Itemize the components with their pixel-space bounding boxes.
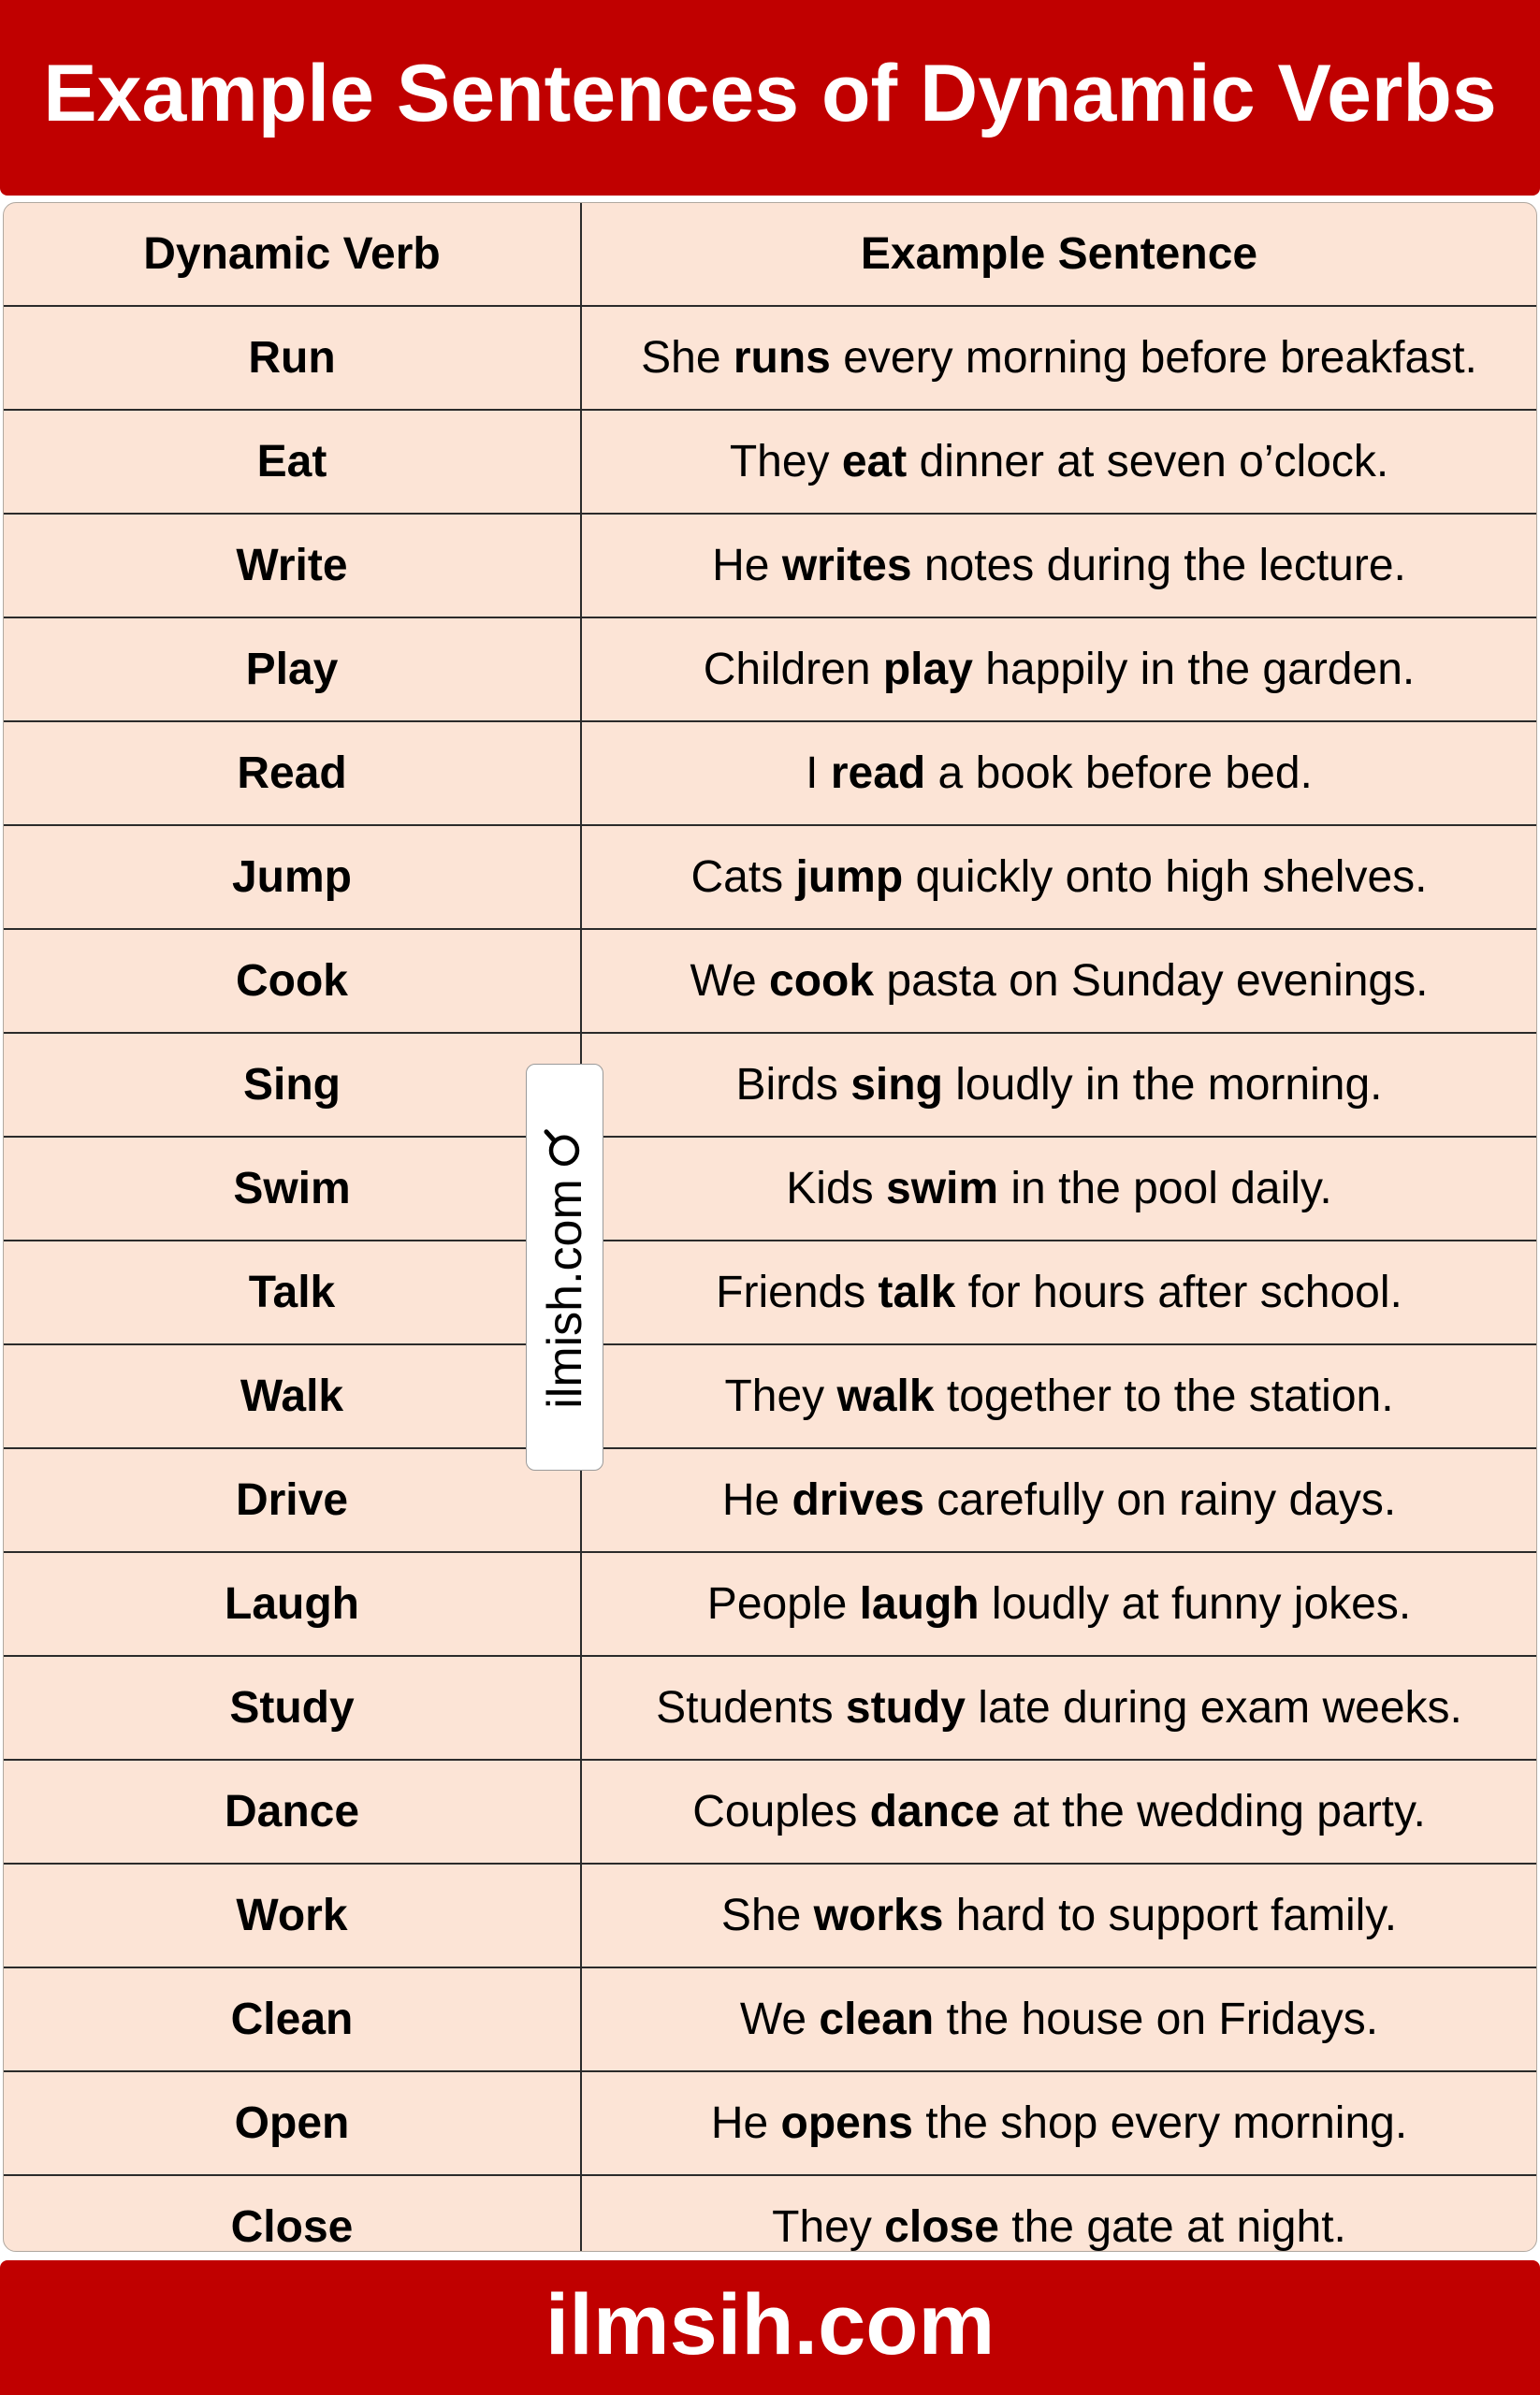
sentence-text-before: Students — [656, 1683, 846, 1733]
magnifier-icon — [544, 1126, 587, 1169]
sentence-verb-bold: laugh — [859, 1579, 980, 1629]
sentence-verb-bold: play — [882, 645, 973, 694]
verb-cell: Cook — [4, 929, 581, 1033]
sentence-cell — [581, 410, 1536, 514]
table-row — [4, 410, 1536, 514]
sentence-text-before: Kids — [786, 1164, 886, 1213]
table-row — [4, 1552, 1536, 1656]
sentence-text-after: notes during the lecture. — [911, 541, 1406, 590]
verb-cell: Walk — [4, 1344, 581, 1448]
sentence-cell — [581, 1864, 1536, 1967]
table-row — [4, 2071, 1536, 2175]
table-row — [4, 514, 1536, 617]
verb-cell: Play — [4, 617, 581, 721]
sentence-cell — [581, 1241, 1536, 1344]
sentence-text-before: They — [729, 437, 842, 486]
sentence-text-before: People — [706, 1579, 860, 1629]
sentence-verb-bold: jump — [795, 852, 904, 902]
sentence-verb-bold: clean — [819, 1995, 935, 2044]
sentence-verb-bold: close — [884, 2202, 999, 2252]
sentence-verb-bold: drives — [792, 1475, 924, 1525]
sentence-text-after: together to the station. — [934, 1372, 1394, 1421]
page-footer — [0, 2260, 1540, 2395]
sentence-text-after: quickly onto high shelves. — [903, 852, 1428, 902]
sentence-text-after: the gate at night. — [998, 2202, 1346, 2252]
verb-cell: Run — [4, 306, 581, 410]
table-row — [4, 1448, 1536, 1552]
sentence-cell — [581, 1656, 1536, 1760]
sentence-verb-bold: talk — [878, 1268, 956, 1317]
sentence-text-before: She — [641, 333, 734, 383]
sentence-verb-bold: works — [813, 1891, 944, 1940]
verb-cell: Jump — [4, 825, 581, 929]
table-row — [4, 721, 1536, 825]
sentence-text-before: Couples — [692, 1787, 870, 1836]
sentence-cell — [581, 2175, 1536, 2252]
page-header — [0, 0, 1540, 196]
verbs-table-container — [3, 202, 1537, 2252]
sentence-cell — [581, 825, 1536, 929]
table-row — [4, 1864, 1536, 1967]
verbs-table — [4, 203, 1536, 2252]
sentence-cell — [581, 1967, 1536, 2071]
sentence-verb-bold: swim — [886, 1164, 999, 1213]
sentence-text-after: a book before bed. — [925, 748, 1313, 798]
sentence-verb-bold: runs — [733, 333, 831, 383]
footer-site-name: ilmsih.com — [545, 2276, 995, 2373]
column-header-sentence: Example Sentence — [581, 203, 1536, 306]
sentence-text-before: They — [772, 2202, 885, 2252]
sentence-cell — [581, 306, 1536, 410]
table-row — [4, 1137, 1536, 1241]
sentence-text-after: pasta on Sunday evenings. — [874, 956, 1429, 1006]
table-row — [4, 1760, 1536, 1864]
verb-cell: Close — [4, 2175, 581, 2252]
verb-cell: Eat — [4, 410, 581, 514]
page-title: Example Sentences of Dynamic Verbs — [43, 49, 1497, 138]
sentence-text-before: We — [690, 956, 769, 1006]
sentence-cell — [581, 929, 1536, 1033]
sentence-cell — [581, 617, 1536, 721]
sentence-cell — [581, 2071, 1536, 2175]
table-row — [4, 306, 1536, 410]
table-row — [4, 1967, 1536, 2071]
verb-cell: Study — [4, 1656, 581, 1760]
verb-cell: Work — [4, 1864, 581, 1967]
watermark — [537, 1126, 593, 1409]
sentence-text-before: Children — [703, 645, 883, 694]
sentence-verb-bold: eat — [841, 437, 908, 486]
column-header-verb: Dynamic Verb — [4, 203, 581, 306]
table-row — [4, 1344, 1536, 1448]
verb-cell: Drive — [4, 1448, 581, 1552]
verb-cell: Swim — [4, 1137, 581, 1241]
sentence-text-after: at the wedding party. — [999, 1787, 1426, 1836]
sentence-text-before: Cats — [690, 852, 796, 902]
sentence-text-after: in the pool daily. — [998, 1164, 1332, 1213]
sentence-text-after: for hours after school. — [955, 1268, 1402, 1317]
sentence-cell — [581, 1344, 1536, 1448]
table-row — [4, 825, 1536, 929]
verb-cell: Write — [4, 514, 581, 617]
watermark-text: ilmish.com — [537, 1178, 592, 1409]
sentence-text-after: late during exam weeks. — [965, 1683, 1462, 1733]
sentence-text-before: He — [712, 541, 782, 590]
table-row — [4, 2175, 1536, 2252]
sentence-verb-bold: read — [830, 748, 926, 798]
sentence-text-before: He — [721, 1475, 792, 1525]
sentence-text-before: They — [724, 1372, 837, 1421]
sentence-text-after: hard to support family. — [943, 1891, 1398, 1940]
sentence-verb-bold: study — [845, 1683, 966, 1733]
sentence-verb-bold: cook — [769, 956, 875, 1006]
sentence-text-after: the shop every morning. — [912, 2098, 1408, 2148]
sentence-cell — [581, 1760, 1536, 1864]
sentence-text-before: I — [806, 748, 831, 798]
sentence-text-after: carefully on rainy days. — [923, 1475, 1397, 1525]
verb-cell: Laugh — [4, 1552, 581, 1656]
sentence-text-before: We — [739, 1995, 820, 2044]
verb-cell: Talk — [4, 1241, 581, 1344]
sentence-cell — [581, 514, 1536, 617]
sentence-verb-bold: walk — [836, 1372, 935, 1421]
sentence-text-after: dinner at seven o’clock. — [907, 437, 1389, 486]
sentence-text-after: loudly at funny jokes. — [979, 1579, 1412, 1629]
verb-cell: Read — [4, 721, 581, 825]
sentence-cell — [581, 721, 1536, 825]
sentence-text-before: He — [710, 2098, 781, 2148]
sentence-cell — [581, 1033, 1536, 1137]
sentence-cell — [581, 1552, 1536, 1656]
table-row — [4, 929, 1536, 1033]
verb-cell: Sing — [4, 1033, 581, 1137]
sentence-text-after: loudly in the morning. — [942, 1060, 1383, 1110]
sentence-text-before: Friends — [716, 1268, 879, 1317]
sentence-verb-bold: opens — [780, 2098, 913, 2148]
sentence-text-after: every morning before breakfast. — [830, 333, 1477, 383]
verb-cell: Dance — [4, 1760, 581, 1864]
sentence-verb-bold: sing — [850, 1060, 943, 1110]
sentence-text-after: the house on Fridays. — [934, 1995, 1379, 2044]
verb-cell: Clean — [4, 1967, 581, 2071]
table-row — [4, 617, 1536, 721]
sentence-verb-bold: writes — [781, 541, 912, 590]
sentence-verb-bold: dance — [869, 1787, 1000, 1836]
table-row — [4, 1656, 1536, 1760]
sentence-text-before: She — [720, 1891, 814, 1940]
sentence-cell — [581, 1137, 1536, 1241]
table-row — [4, 1241, 1536, 1344]
sentence-text-after: happily in the garden. — [972, 645, 1416, 694]
verb-cell: Open — [4, 2071, 581, 2175]
sentence-cell — [581, 1448, 1536, 1552]
sentence-text-before: Birds — [735, 1060, 851, 1110]
table-body — [4, 306, 1536, 2252]
watermark-badge — [526, 1064, 603, 1471]
table-header-row — [4, 203, 1536, 306]
table-row — [4, 1033, 1536, 1137]
